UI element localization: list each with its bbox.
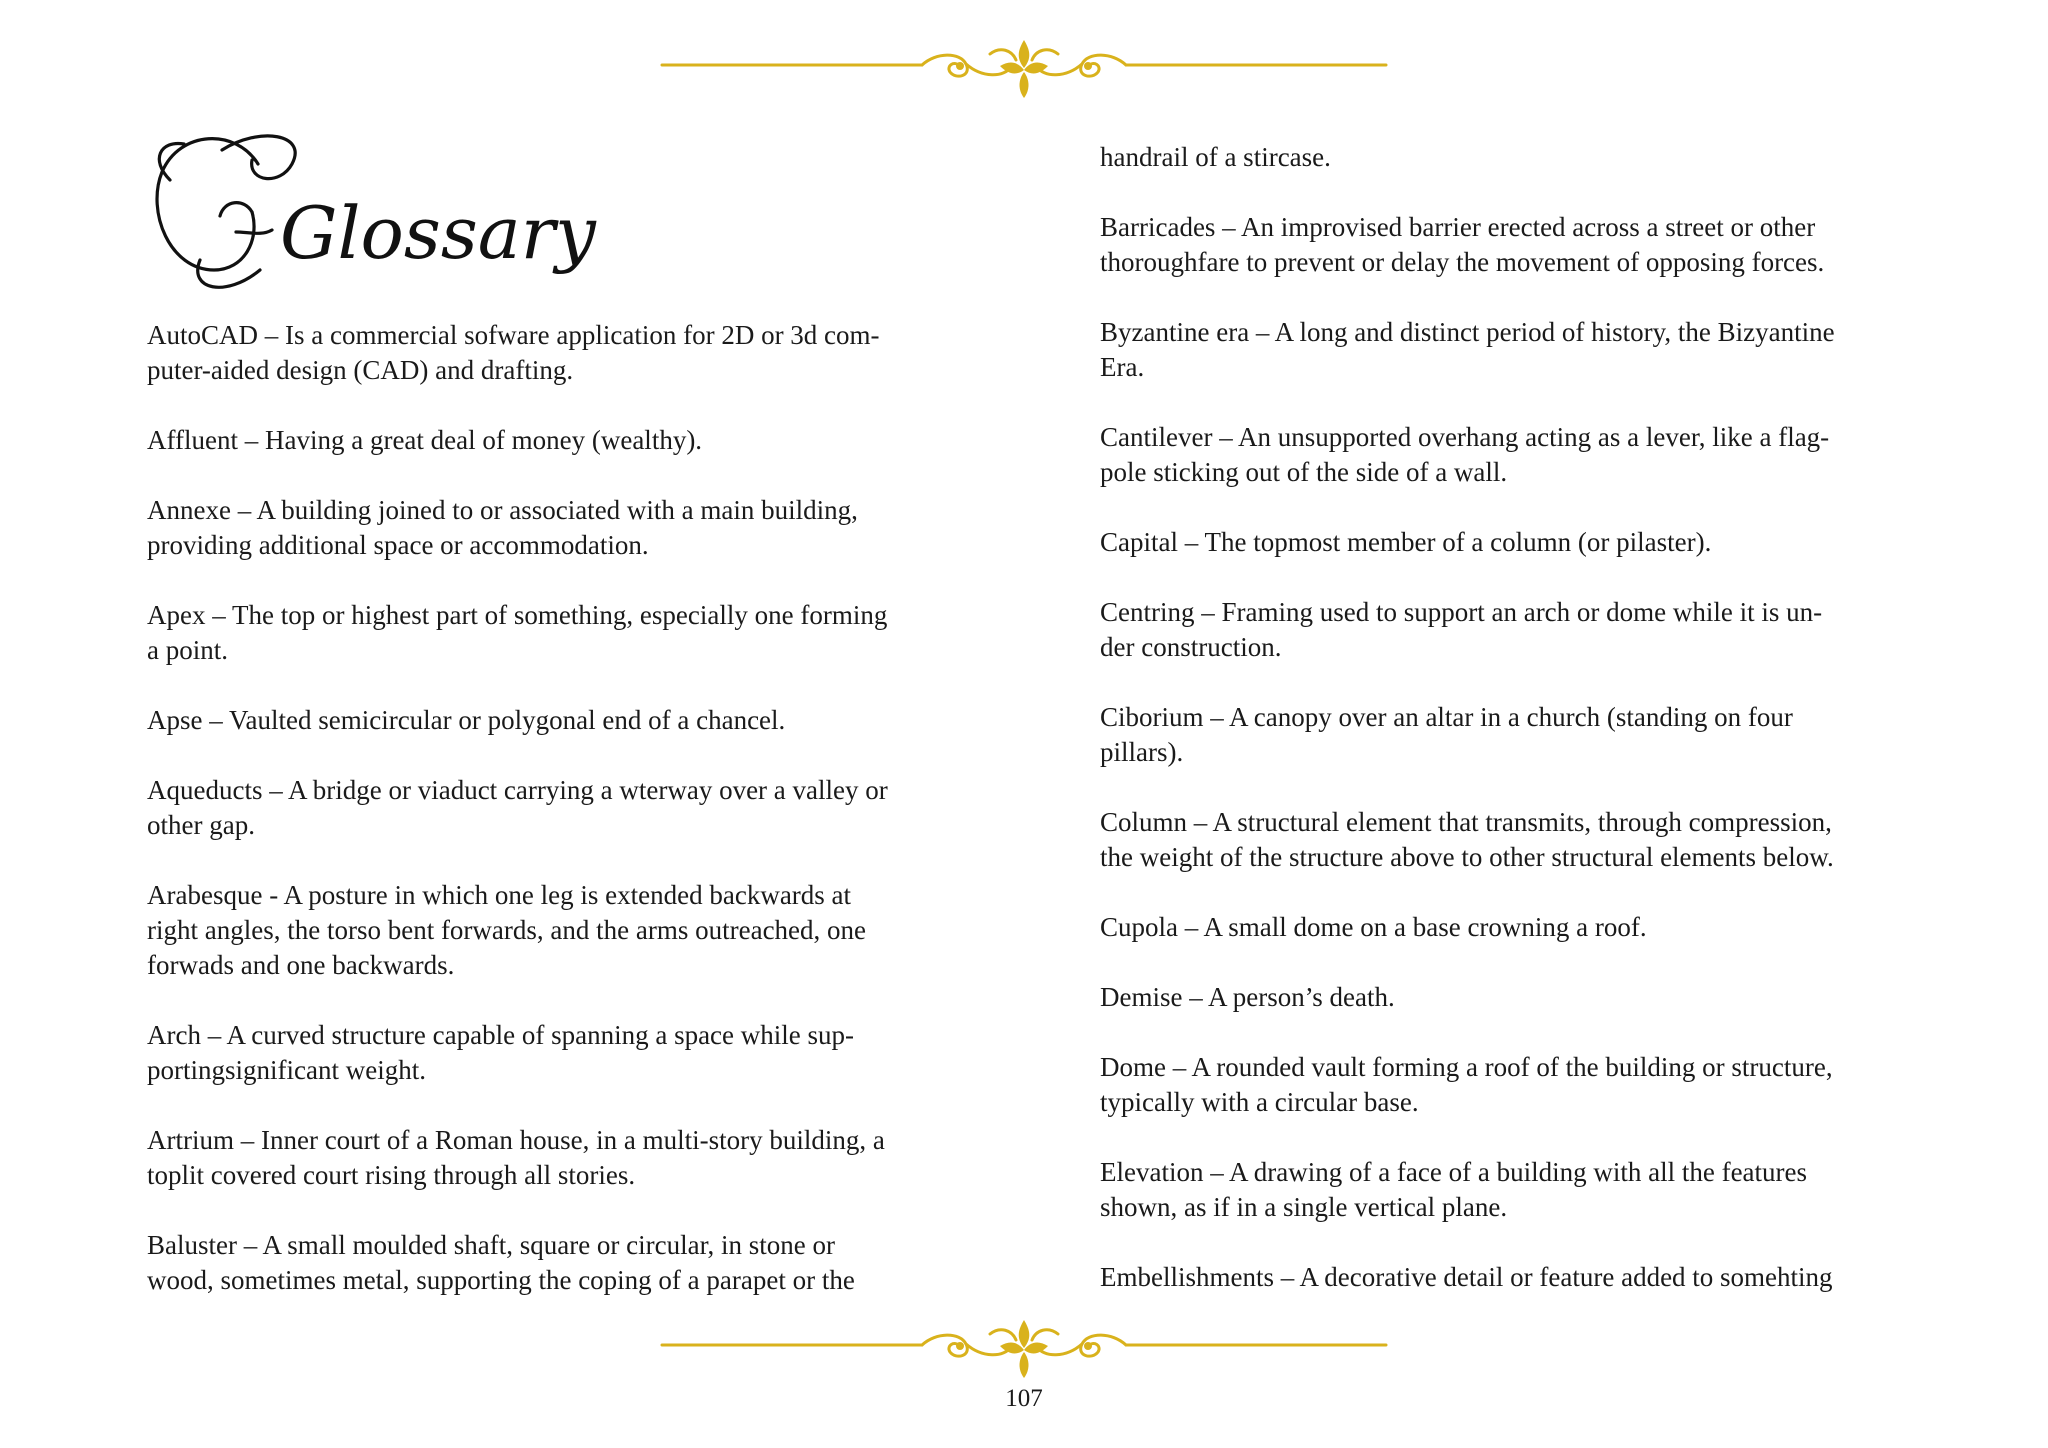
glossary-column-right [1100,140,1930,1295]
glossary-entry: Elevation – A drawing of a face of a building with all the features shown, as if in a single vertical plane. [1100,1157,1808,1222]
glossary-entry: Embellishments – A decorative detail or feature added to somehting [1100,1262,1833,1292]
glossary-entry: Byzantine era – A long and distinct period of history, the Bizyantine Era. [1100,317,1835,382]
glossary-entry: Affluent – Having a great deal of money (wealthy). [147,425,703,455]
glossary-column-left [147,318,967,1298]
fleuron-ornament-icon [660,38,1388,102]
glossary-entry: Column – A structural element that transmits, through compression, the weight of the structure above to other structural elements below. [1100,807,1834,872]
glossary-entry: Apex – The top or highest part of something, especially one forming a point. [147,600,888,665]
glossary-entry: Ciborium – A canopy over an altar in a church (standing on four pillars). [1100,702,1793,767]
bottom-ornament-divider [660,1318,1388,1382]
glossary-entry: handrail of a stircase. [1100,142,1331,172]
glossary-entry: Cupola – A small dome on a base crowning a roof. [1100,912,1647,942]
page-title [140,120,596,300]
page-number: 107 [1005,1385,1043,1412]
decorative-initial-g-icon [140,120,596,300]
glossary-entry: AutoCAD – Is a commercial sofware application for 2D or 3d com- puter-aided design (CAD) and drafting. [147,320,880,385]
glossary-entry: Barricades – An improvised barrier erected across a street or other thoroughfare to prevent or delay the movement of opposing forces. [1100,212,1825,277]
glossary-entry: Dome – A rounded vault forming a roof of the building or structure, typically with a circular base. [1100,1052,1833,1117]
glossary-entry: Baluster – A small moulded shaft, square or circular, in stone or wood, sometimes metal, supporting the coping of a parapet or the [147,1230,855,1295]
glossary-entry: Cantilever – An unsupported overhang acting as a lever, like a flag- pole sticking out of the side of a wall. [1100,422,1830,487]
glossary-entry: Aqueducts – A bridge or viaduct carrying a wterway over a valley or other gap. [147,775,888,840]
glossary-entry: Arch – A curved structure capable of spanning a space while sup- portingsignificant weight. [147,1020,855,1085]
glossary-entry: Capital – The topmost member of a column (or pilaster). [1100,527,1712,557]
glossary-entry: Centring – Framing used to support an arch or dome while it is un- der construction. [1100,597,1823,662]
fleuron-ornament-icon [660,1318,1388,1382]
title-text: Glossary [280,191,596,275]
top-ornament-divider [660,38,1388,102]
glossary-entry: Annexe – A building joined to or associated with a main building, providing additional space or accommodation. [147,495,858,560]
glossary-entry: Demise – A person’s death. [1100,982,1395,1012]
glossary-entry: Arabesque - A posture in which one leg is extended backwards at right angles, the torso bent forwards, and the arms outreached, one forwads and one backwards. [147,880,867,980]
glossary-entry: Artrium – Inner court of a Roman house, in a multi-story building, a toplit covered court rising through all stories. [147,1125,885,1190]
glossary-entry: Apse – Vaulted semicircular or polygonal end of a chancel. [147,705,786,735]
